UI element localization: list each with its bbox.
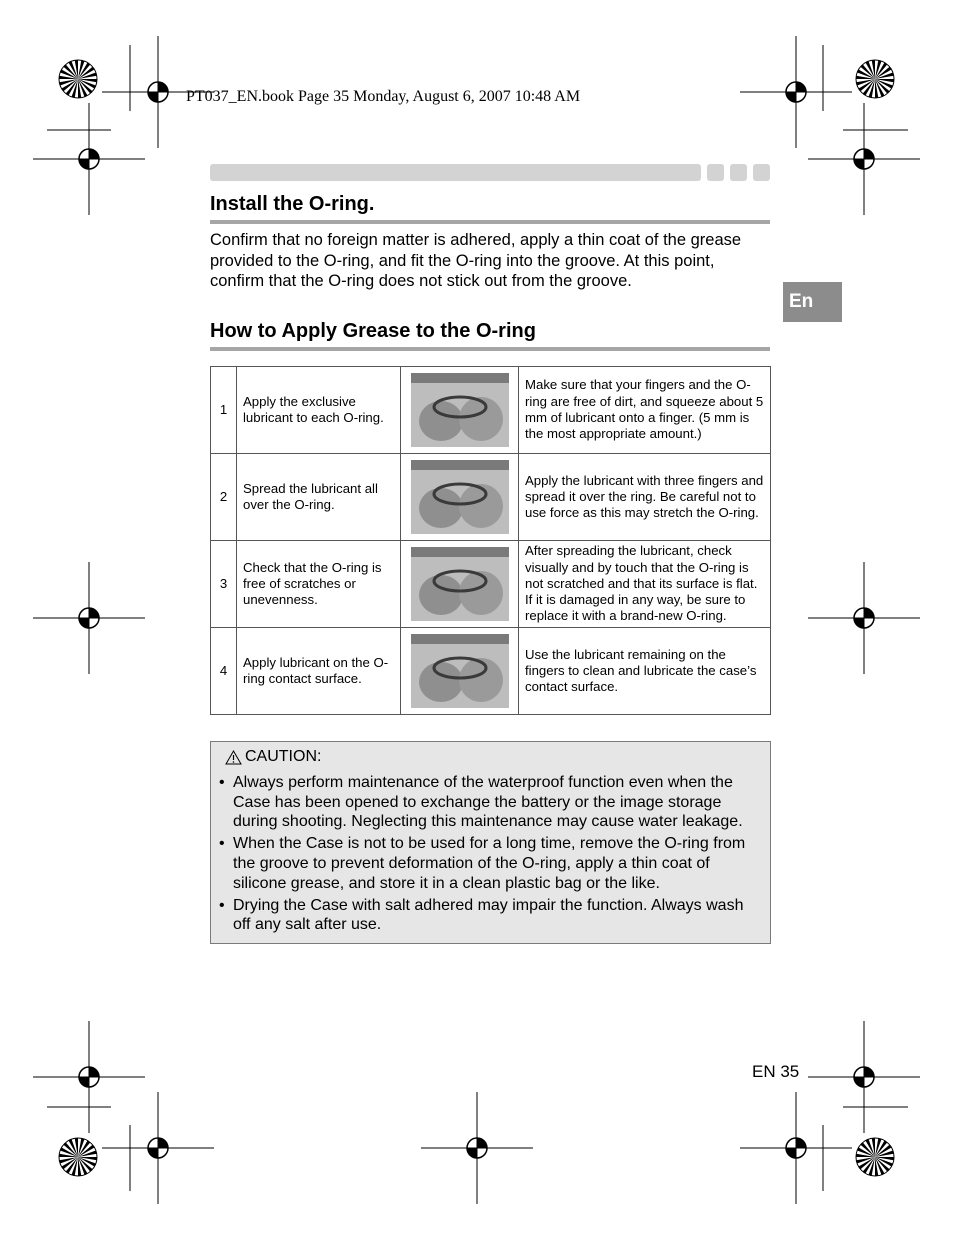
step-row	[211, 454, 771, 541]
step-number: 1	[211, 367, 237, 454]
header-bar-square	[753, 164, 770, 181]
step-number: 4	[211, 628, 237, 715]
step-action: Apply the exclusive lubricant to each O-ring.	[237, 367, 401, 454]
step-photo-cell	[401, 541, 519, 628]
hands-lubricating-oring-photo	[411, 373, 509, 447]
install-instructions: Confirm that no foreign matter is adhered, apply a thin coat of the grease provided to the O-ring, and fit the O-ring into the groove. At this point, confirm that the O-ring does not stick out from the groove.	[210, 231, 742, 290]
hands-spreading-lubricant-photo	[411, 460, 509, 534]
caution-heading	[225, 748, 321, 766]
language-tab	[783, 282, 842, 322]
case-contact-surface-photo	[411, 634, 509, 708]
step-photo-cell	[401, 367, 519, 454]
page-number: EN 35	[752, 1062, 800, 1081]
section-rule	[210, 347, 770, 351]
caution-box	[210, 741, 771, 944]
step-action: Check that the O-ring is free of scratches or unevenness.	[237, 541, 401, 628]
registration-crosshair-icon	[33, 1021, 145, 1133]
step-row	[211, 541, 771, 628]
header-bar-square	[707, 164, 724, 181]
step-detail: Use the lubricant remaining on the fingers to clean and lubricate the case’s contact surface.	[519, 628, 771, 715]
registration-crosshair-icon	[808, 562, 920, 674]
header-bar-square	[730, 164, 747, 181]
caution-list	[219, 773, 764, 938]
print-header-text: PT037_EN.book Page 35 Monday, August 6, 2007 10:48 AM	[186, 88, 581, 105]
step-photo-cell	[401, 628, 519, 715]
grease-steps-table	[210, 366, 771, 715]
step-number: 2	[211, 454, 237, 541]
language-tab-label: En	[789, 291, 814, 312]
registration-starburst-icon	[59, 1138, 97, 1176]
registration-starburst-icon	[59, 60, 97, 98]
hands-checking-oring-photo	[411, 547, 509, 621]
step-photo-cell	[401, 454, 519, 541]
caution-item: • Always perform maintenance of the waterproof function even when the Case has been opened to exchange the battery or the image storage during shooting. Neglecting this maintenance may cause water leakage.	[219, 773, 764, 832]
registration-crosshair-icon	[808, 1021, 920, 1133]
step-detail: Apply the lubricant with three fingers and spread it over the ring. Be careful not to use force as this may stretch the O-ring.	[519, 454, 771, 541]
step-row	[211, 367, 771, 454]
registration-crosshair-icon	[740, 1092, 852, 1204]
step-number: 3	[211, 541, 237, 628]
warning-triangle-icon	[225, 750, 242, 765]
registration-crosshair-icon	[33, 103, 145, 215]
section-title-grease: How to Apply Grease to the O-ring	[210, 320, 536, 342]
registration-crosshair-icon	[33, 562, 145, 674]
registration-crosshair-icon	[740, 36, 852, 148]
section-rule	[210, 220, 770, 224]
caution-item: • Drying the Case with salt adhered may impair the function. Always wash off any salt after use.	[219, 896, 764, 935]
registration-crosshair-icon	[421, 1092, 533, 1204]
step-row	[211, 628, 771, 715]
step-detail: Make sure that your fingers and the O-ring are free of dirt, and squeeze about 5 mm of lubricant onto a finger. (5 mm is the most appropriate amount.)	[519, 367, 771, 454]
registration-starburst-icon	[856, 60, 894, 98]
caution-item: • When the Case is not to be used for a long time, remove the O-ring from the groove to prevent deformation of the O-ring, apply a thin coat of silicone grease, and store it in a clean plastic bag or the like.	[219, 834, 764, 893]
step-detail: After spreading the lubricant, check visually and by touch that the O-ring is not scratched and that its surface is flat. If it is damaged in any way, be sure to replace it with a brand-new O-ring.	[519, 541, 771, 628]
step-action: Spread the lubricant all over the O-ring.	[237, 454, 401, 541]
caution-title: CAUTION:	[245, 748, 322, 765]
step-action: Apply lubricant on the O-ring contact surface.	[237, 628, 401, 715]
section-title-install: Install the O-ring.	[210, 193, 375, 215]
section-header-bar	[210, 164, 701, 181]
registration-starburst-icon	[856, 1138, 894, 1176]
registration-crosshair-icon	[102, 1092, 214, 1204]
registration-crosshair-icon	[808, 103, 920, 215]
